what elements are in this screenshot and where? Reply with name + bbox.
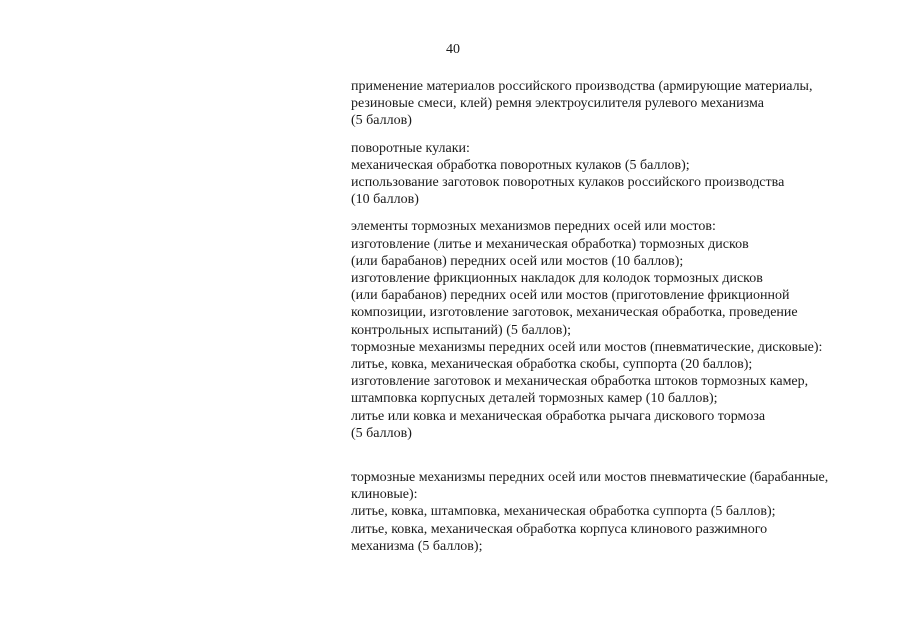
text-line: тормозные механизмы передних осей или мостов пневматические (барабанные, [351, 470, 829, 486]
text-line: тормозные механизмы передних осей или мостов (пневматические, дисковые): [351, 339, 823, 355]
document-body [351, 78, 891, 555]
text-line: изготовление фрикционных накладок для колодок тормозных дисков [351, 271, 763, 287]
text-line: использование заготовок поворотных кулаков российского производства [351, 175, 785, 191]
text-line: изготовление (литье и механическая обработка) тормозных дисков [351, 236, 749, 252]
text-line: штамповка корпусных деталей тормозных камер (10 баллов); [351, 391, 718, 407]
text-line: (10 баллов) [351, 192, 419, 208]
text-line: литье или ковка и механическая обработка рычага дискового тормоза [351, 408, 766, 424]
text-line: клиновые): [351, 487, 418, 503]
text-line: изготовление заготовок и механическая обработка штоков тормозных камер, [351, 374, 809, 390]
paragraph-brake-elements [351, 218, 891, 442]
text-line: литье, ковка, штамповка, механическая обработка суппорта (5 баллов); [351, 504, 776, 520]
text-line: (или барабанов) передних осей или мостов (приготовление фрикционной [351, 288, 790, 304]
text-line: механическая обработка поворотных кулаков (5 баллов); [351, 157, 690, 173]
text-line: (или барабанов) передних осей или мостов (10 баллов); [351, 253, 684, 269]
text-line: (5 баллов) [351, 425, 412, 441]
text-line: применение материалов российского производства (армирующие материалы, [351, 79, 813, 94]
text-line: композиции, изготовление заготовок, механическая обработка, проведение [351, 305, 798, 321]
paragraph-drum-brakes [351, 469, 891, 555]
text-line: поворотные кулаки: [351, 140, 470, 156]
paragraph-steering-knuckles [351, 140, 891, 209]
text-line: (5 баллов) [351, 113, 412, 129]
text-line: элементы тормозных механизмов передних осей или мостов: [351, 219, 716, 235]
text-line: литье, ковка, механическая обработка скобы, суппорта (20 баллов); [351, 357, 753, 373]
text-line: механизма (5 баллов); [351, 538, 483, 554]
text-line: резиновые смеси, клей) ремня электроусилителя рулевого механизма [351, 96, 764, 112]
page-number: 40 [446, 42, 460, 57]
text-line: литье, ковка, механическая обработка корпуса клинового разжимного [351, 521, 768, 537]
paragraph-materials [351, 78, 891, 130]
text-line: контрольных испытаний) (5 баллов); [351, 322, 571, 338]
